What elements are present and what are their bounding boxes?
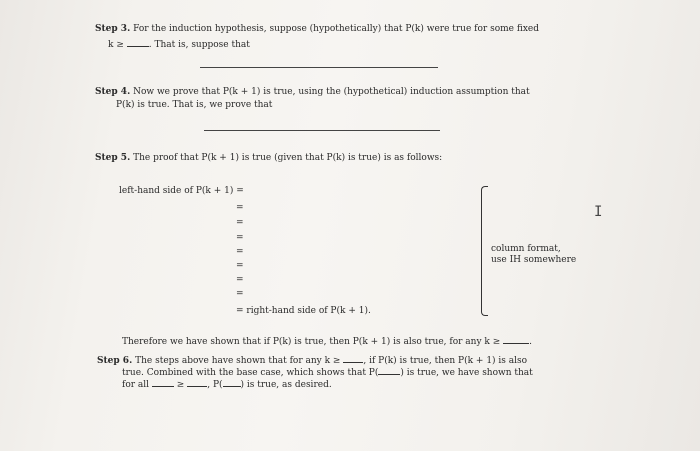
column-bracket	[481, 186, 488, 316]
step6-blank-base[interactable]	[378, 365, 400, 375]
step6-text-d: ) is true, we have shown that	[400, 368, 533, 378]
step6-p-open: , P(	[207, 380, 223, 390]
step6-blank-var[interactable]	[152, 377, 174, 387]
step4-line2: P(k) is true. That is, we prove that	[116, 100, 273, 110]
step6-text-b: , if P(k) is true, then P(k + 1) is also	[363, 356, 528, 366]
text-cursor-icon: I	[594, 204, 603, 220]
step6-for-all: for all	[122, 380, 150, 390]
step6-line3	[122, 377, 332, 391]
equals-sign: =	[236, 289, 244, 299]
step3-line1	[95, 24, 539, 35]
step4-label: Step 4.	[95, 87, 131, 97]
step3-blank[interactable]	[127, 37, 149, 47]
step6-geq: ≥	[176, 380, 185, 390]
step3-text: For the induction hypothesis, suppose (hypothetically) that P(k) were true for some fixed	[133, 24, 540, 34]
step3-answer-line[interactable]	[200, 67, 438, 68]
step3-k-geq: k ≥	[108, 40, 124, 50]
step4-text: Now we prove that P(k + 1) is true, using the (hypothetical) induction assumption that	[133, 87, 530, 97]
step6-blank-start[interactable]	[187, 377, 207, 387]
step5-rhs: = right-hand side of P(k + 1).	[236, 306, 371, 316]
bracket-note-line1: column format,	[491, 244, 561, 254]
step6-text-a: The steps above have shown that for any k ≥	[135, 356, 341, 366]
step6-final-text: ) is true, as desired.	[240, 380, 332, 390]
equals-sign: =	[236, 261, 244, 271]
equals-sign: =	[236, 203, 244, 213]
equals-sign: =	[236, 275, 244, 285]
step3-suppose-text: . That is, suppose that	[148, 40, 250, 50]
step4-answer-line[interactable]	[204, 130, 440, 131]
step5-text: The proof that P(k + 1) is true (given that P(k) is true) is as follows:	[133, 153, 443, 163]
step3-line2	[108, 37, 250, 51]
equals-sign: =	[236, 247, 244, 257]
step6-label: Step 6.	[97, 356, 133, 366]
step3-label: Step 3.	[95, 24, 131, 34]
step5-lhs: left-hand side of P(k + 1) =	[119, 186, 244, 196]
equals-sign: =	[236, 218, 244, 228]
conclusion-blank[interactable]	[503, 334, 529, 344]
step5-label: Step 5.	[95, 153, 131, 163]
step5-line1	[95, 153, 442, 164]
step6-text-c: true. Combined with the base case, which shows that P(	[122, 368, 379, 378]
conclusion-line	[122, 334, 532, 348]
step4-line1	[95, 87, 530, 98]
step6-blank-arg[interactable]	[223, 377, 241, 387]
step6-blank-k[interactable]	[343, 353, 363, 363]
equals-sign: =	[236, 233, 244, 243]
conclusion-text: Therefore we have shown that if P(k) is true, then P(k + 1) is also true, for any k ≥	[122, 337, 501, 347]
conclusion-period: .	[529, 337, 533, 347]
bracket-note-line2: use IH somewhere	[491, 255, 577, 265]
